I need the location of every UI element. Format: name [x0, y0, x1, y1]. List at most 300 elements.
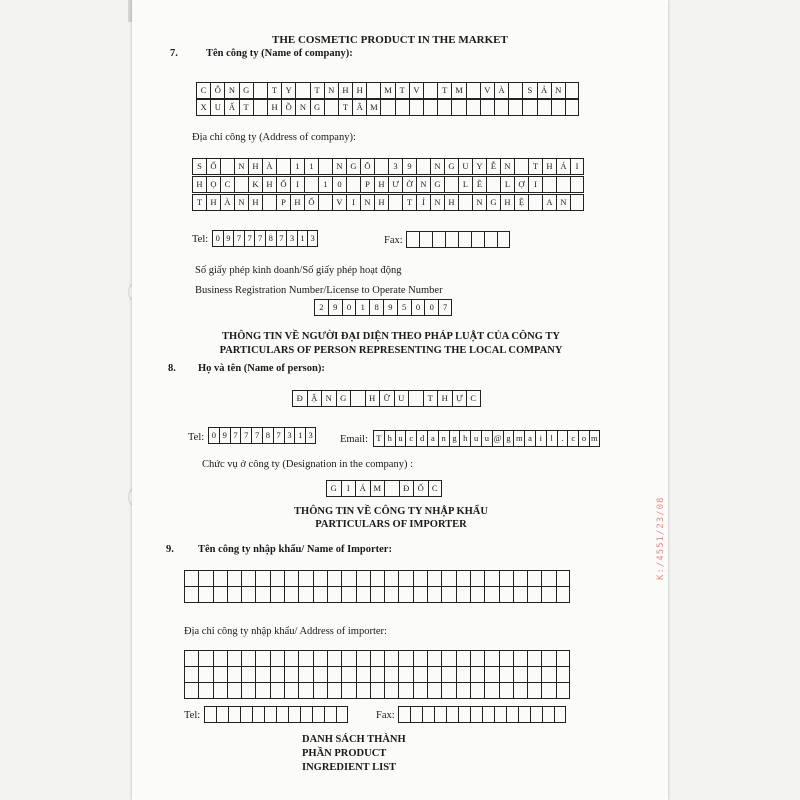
char-box: [470, 666, 484, 683]
char-box: 7: [251, 427, 262, 444]
char-box: 8: [369, 299, 383, 316]
char-box: I: [341, 480, 356, 497]
char-box: Á: [556, 158, 570, 175]
char-box: [446, 706, 458, 723]
char-box: [527, 650, 541, 667]
representative-heading-en: PARTICULARS OF PERSON REPRESENTING THE LOCAL COMPANY: [219, 345, 563, 356]
char-box: [451, 99, 465, 116]
char-box: h: [459, 430, 470, 447]
char-box: [398, 570, 412, 587]
char-box: [198, 650, 212, 667]
char-box: 0: [212, 230, 223, 247]
char-box: H: [262, 176, 276, 193]
ingredient-heading-line3: INGREDIENT LIST: [302, 762, 397, 773]
char-box: [413, 682, 427, 699]
char-box: [270, 682, 284, 699]
char-box: [506, 706, 518, 723]
char-box: G: [486, 194, 500, 211]
char-box: [213, 586, 227, 603]
char-box: M: [380, 82, 394, 99]
char-box: Ố: [276, 176, 290, 193]
char-box: 0: [424, 299, 438, 316]
license-number-boxes[interactable]: [314, 299, 452, 316]
char-box: U: [210, 99, 224, 116]
char-box: T: [192, 194, 206, 211]
char-box: G: [444, 158, 458, 175]
representative-heading-vn: THÔNG TIN VỀ NGƯỜI ĐẠI DIỆN THEO PHÁP LUẬT CỦA CÔNG TY: [222, 331, 560, 342]
char-box: [384, 586, 398, 603]
char-box: T: [310, 82, 324, 99]
char-box: [413, 666, 427, 683]
char-box: Đ: [399, 480, 414, 497]
char-box: [341, 586, 355, 603]
char-box: N: [551, 82, 565, 99]
char-box: [253, 82, 267, 99]
char-box: 1: [318, 176, 332, 193]
designation-label: Chức vụ ở công ty (Designation in the company) :: [202, 459, 413, 470]
char-box: Õ: [360, 158, 374, 175]
char-box: V: [480, 82, 494, 99]
char-box: [513, 682, 527, 699]
char-box: [410, 706, 422, 723]
char-box: [198, 682, 212, 699]
char-box: [240, 706, 252, 723]
char-box: g: [449, 430, 460, 447]
char-box: [356, 650, 370, 667]
char-box: [398, 586, 412, 603]
char-box: N: [324, 82, 338, 99]
char-box: [241, 666, 255, 683]
importer-name-label: Tên công ty nhập khẩu/ Name of Importer:: [198, 544, 392, 555]
designation-boxes[interactable]: [326, 480, 442, 497]
char-box: [220, 158, 234, 175]
char-box: T: [239, 99, 253, 116]
char-box: [528, 194, 542, 211]
char-box: [198, 586, 212, 603]
char-box: [366, 82, 380, 99]
char-box: N: [224, 82, 238, 99]
char-box: [494, 99, 508, 116]
importer-address-boxes-row1[interactable]: [184, 650, 570, 667]
char-box: 7: [254, 230, 265, 247]
char-box: [413, 570, 427, 587]
char-box: [570, 194, 584, 211]
char-box: [213, 570, 227, 587]
char-box: [556, 682, 570, 699]
char-box: [270, 586, 284, 603]
char-box: [370, 570, 384, 587]
char-box: [227, 570, 241, 587]
char-box: T: [402, 194, 416, 211]
section-9-number: 9.: [166, 544, 174, 555]
char-box: 7: [230, 427, 241, 444]
char-box: [184, 650, 198, 667]
char-box: N: [234, 194, 248, 211]
char-box: [384, 480, 399, 497]
char-box: Ư: [388, 176, 402, 193]
char-box: G: [430, 176, 444, 193]
char-box: l: [546, 430, 557, 447]
importer-address-boxes-row3[interactable]: [184, 682, 570, 699]
char-box: Ố: [413, 480, 428, 497]
char-box: [298, 570, 312, 587]
importer-name-boxes-row2[interactable]: [184, 586, 570, 603]
char-box: [288, 706, 300, 723]
char-box: [346, 176, 360, 193]
char-box: U: [458, 158, 472, 175]
char-box: [542, 706, 554, 723]
person-name-boxes[interactable]: [292, 390, 481, 407]
char-box: [255, 650, 269, 667]
char-box: [213, 650, 227, 667]
char-box: [542, 176, 556, 193]
char-box: U: [394, 390, 409, 407]
char-box: [356, 682, 370, 699]
char-box: [470, 650, 484, 667]
char-box: c: [405, 430, 416, 447]
char-box: [341, 666, 355, 683]
char-box: [262, 194, 276, 211]
char-box: [541, 586, 555, 603]
char-box: [252, 706, 264, 723]
company-name-boxes-row1[interactable]: [196, 82, 579, 99]
char-box: N: [500, 158, 514, 175]
char-box: [427, 666, 441, 683]
char-box: 3: [388, 158, 402, 175]
char-box: [327, 650, 341, 667]
char-box: C: [466, 390, 481, 407]
char-box: T: [395, 82, 409, 99]
char-box: [270, 570, 284, 587]
person-email-boxes[interactable]: [373, 430, 600, 447]
char-box: [284, 650, 298, 667]
char-box: [327, 586, 341, 603]
char-box: 3: [284, 427, 295, 444]
char-box: [398, 650, 412, 667]
char-box: Ự: [452, 390, 467, 407]
char-box: H: [206, 194, 220, 211]
char-box: M: [370, 480, 385, 497]
char-box: [341, 682, 355, 699]
char-box: Ệ: [514, 194, 528, 211]
char-box: H: [248, 158, 262, 175]
char-box: M: [451, 82, 465, 99]
char-box: [556, 586, 570, 603]
ingredient-heading-line2: PHẦN PRODUCT: [302, 748, 387, 759]
document-title: THE COSMETIC PRODUCT IN THE MARKET: [272, 34, 508, 46]
char-box: [406, 231, 419, 248]
char-box: T: [437, 82, 451, 99]
char-box: [234, 176, 248, 193]
char-box: [204, 706, 216, 723]
char-box: [437, 99, 451, 116]
char-box: [384, 666, 398, 683]
char-box: [518, 706, 530, 723]
char-box: m: [589, 430, 600, 447]
char-box: [482, 706, 494, 723]
char-box: [300, 706, 312, 723]
char-box: [527, 570, 541, 587]
char-box: [284, 570, 298, 587]
char-box: [445, 231, 458, 248]
section-8-number: 8.: [168, 363, 176, 374]
char-box: [324, 99, 338, 116]
char-box: 7: [273, 427, 284, 444]
char-box: [327, 666, 341, 683]
char-box: H: [352, 82, 366, 99]
char-box: [370, 650, 384, 667]
char-box: [554, 706, 566, 723]
char-box: À: [220, 194, 234, 211]
char-box: [423, 99, 437, 116]
char-box: A: [542, 194, 556, 211]
background-right: [668, 0, 800, 800]
char-box: T: [423, 390, 438, 407]
char-box: S: [192, 158, 206, 175]
company-name-label: Tên công ty (Name of company):: [206, 48, 353, 59]
char-box: [312, 706, 324, 723]
char-box: [253, 99, 267, 116]
char-box: N: [430, 158, 444, 175]
char-box: 1: [304, 158, 318, 175]
char-box: [380, 99, 394, 116]
char-box: 8: [265, 230, 276, 247]
char-box: H: [290, 194, 304, 211]
char-box: [480, 99, 494, 116]
char-box: 9: [383, 299, 397, 316]
char-box: Ờ: [402, 176, 416, 193]
ingredient-heading-line1: DANH SÁCH THÀNH: [302, 734, 406, 745]
char-box: [313, 650, 327, 667]
char-box: 0: [208, 427, 219, 444]
char-box: [398, 666, 412, 683]
char-box: [298, 650, 312, 667]
char-box: Ố: [206, 158, 220, 175]
char-box: [508, 82, 522, 99]
char-box: 1: [290, 158, 304, 175]
importer-heading-vn: THÔNG TIN VỀ CÔNG TY NHẬP KHẨU: [294, 506, 488, 517]
char-box: [556, 570, 570, 587]
char-box: [255, 586, 269, 603]
char-box: [466, 82, 480, 99]
char-box: [384, 570, 398, 587]
char-box: [413, 586, 427, 603]
char-box: [456, 570, 470, 587]
char-box: [227, 682, 241, 699]
char-box: [444, 176, 458, 193]
char-box: H: [542, 158, 556, 175]
char-box: [270, 666, 284, 683]
char-box: [327, 570, 341, 587]
char-box: [384, 650, 398, 667]
char-box: [356, 586, 370, 603]
char-box: Ấ: [224, 99, 238, 116]
char-box: H: [192, 176, 206, 193]
company-fax-boxes[interactable]: [406, 231, 510, 248]
char-box: Ọ: [206, 176, 220, 193]
company-address-boxes-row1[interactable]: [192, 158, 584, 175]
char-box: 1: [355, 299, 369, 316]
char-box: [458, 706, 470, 723]
char-box: N: [360, 194, 374, 211]
char-box: [284, 682, 298, 699]
char-box: [556, 666, 570, 683]
char-box: [470, 682, 484, 699]
char-box: N: [295, 99, 309, 116]
char-box: [527, 666, 541, 683]
char-box: H: [365, 390, 380, 407]
char-box: [184, 666, 198, 683]
char-box: [270, 650, 284, 667]
char-box: [298, 586, 312, 603]
char-box: [565, 82, 579, 99]
char-box: [556, 650, 570, 667]
char-box: i: [535, 430, 546, 447]
char-box: .: [557, 430, 568, 447]
char-box: N: [332, 158, 346, 175]
char-box: 7: [233, 230, 244, 247]
char-box: H: [444, 194, 458, 211]
char-box: 7: [240, 427, 251, 444]
char-box: Â: [352, 99, 366, 116]
char-box: G: [336, 390, 351, 407]
char-box: @: [492, 430, 503, 447]
company-address-boxes-row3[interactable]: [192, 194, 584, 211]
char-box: [427, 586, 441, 603]
char-box: N: [472, 194, 486, 211]
char-box: [227, 586, 241, 603]
char-box: [484, 586, 498, 603]
company-address-boxes-row2[interactable]: [192, 176, 584, 193]
char-box: [441, 682, 455, 699]
char-box: [497, 231, 510, 248]
importer-address-boxes-row2[interactable]: [184, 666, 570, 683]
char-box: 9: [223, 230, 234, 247]
char-box: [327, 682, 341, 699]
person-email-label: Email:: [340, 434, 368, 445]
char-box: [570, 176, 584, 193]
importer-tel-label: Tel:: [184, 710, 201, 721]
importer-fax-boxes[interactable]: [398, 706, 566, 723]
company-tel-label: Tel:: [192, 234, 209, 245]
char-box: [213, 682, 227, 699]
importer-name-boxes-row1[interactable]: [184, 570, 570, 587]
char-box: [537, 99, 551, 116]
company-tel-boxes[interactable]: [212, 230, 318, 247]
char-box: [370, 682, 384, 699]
char-box: [565, 99, 579, 116]
char-box: G: [239, 82, 253, 99]
char-box: [370, 666, 384, 683]
char-box: [556, 176, 570, 193]
char-box: N: [234, 158, 248, 175]
char-box: a: [427, 430, 438, 447]
char-box: [456, 666, 470, 683]
char-box: [458, 231, 471, 248]
char-box: [484, 650, 498, 667]
char-box: [356, 666, 370, 683]
char-box: [227, 650, 241, 667]
company-name-boxes-row2[interactable]: [196, 99, 579, 116]
char-box: T: [373, 430, 384, 447]
char-box: h: [384, 430, 395, 447]
char-box: [541, 682, 555, 699]
char-box: Ễ: [486, 158, 500, 175]
char-box: H: [437, 390, 452, 407]
char-box: 7: [438, 299, 452, 316]
char-box: [241, 682, 255, 699]
char-box: [427, 570, 441, 587]
char-box: V: [409, 82, 423, 99]
char-box: L: [500, 176, 514, 193]
char-box: [484, 682, 498, 699]
person-tel-boxes[interactable]: [208, 427, 316, 444]
char-box: [356, 570, 370, 587]
char-box: [298, 666, 312, 683]
char-box: [264, 706, 276, 723]
char-box: [458, 194, 472, 211]
char-box: [370, 586, 384, 603]
char-box: Đ: [292, 390, 307, 407]
char-box: Ồ: [281, 99, 295, 116]
char-box: [228, 706, 240, 723]
char-box: Ữ: [379, 390, 394, 407]
char-box: [398, 682, 412, 699]
char-box: T: [528, 158, 542, 175]
char-box: [408, 390, 423, 407]
char-box: H: [267, 99, 281, 116]
char-box: 3: [305, 427, 316, 444]
char-box: [409, 99, 423, 116]
char-box: N: [416, 176, 430, 193]
char-box: 0: [411, 299, 425, 316]
char-box: 9: [402, 158, 416, 175]
char-box: [318, 194, 332, 211]
char-box: P: [360, 176, 374, 193]
importer-tel-boxes[interactable]: [204, 706, 348, 723]
char-box: u: [481, 430, 492, 447]
char-box: [419, 231, 432, 248]
char-box: I: [528, 176, 542, 193]
char-box: 7: [276, 230, 287, 247]
char-box: [470, 586, 484, 603]
char-box: [313, 666, 327, 683]
char-box: [284, 666, 298, 683]
char-box: [541, 650, 555, 667]
char-box: [255, 666, 269, 683]
char-box: H: [374, 176, 388, 193]
char-box: [527, 682, 541, 699]
char-box: [413, 650, 427, 667]
char-box: [213, 666, 227, 683]
background-left: [0, 0, 132, 800]
char-box: [441, 586, 455, 603]
char-box: [276, 158, 290, 175]
char-box: [427, 682, 441, 699]
char-box: 3: [286, 230, 297, 247]
char-box: a: [524, 430, 535, 447]
char-box: [227, 666, 241, 683]
char-box: C: [428, 480, 443, 497]
char-box: I: [290, 176, 304, 193]
char-box: [350, 390, 365, 407]
char-box: [313, 570, 327, 587]
char-box: Á: [355, 480, 370, 497]
char-box: M: [366, 99, 380, 116]
red-ink-stamp: K:/4551/23/08: [656, 496, 666, 580]
char-box: [522, 99, 536, 116]
char-box: [416, 158, 430, 175]
